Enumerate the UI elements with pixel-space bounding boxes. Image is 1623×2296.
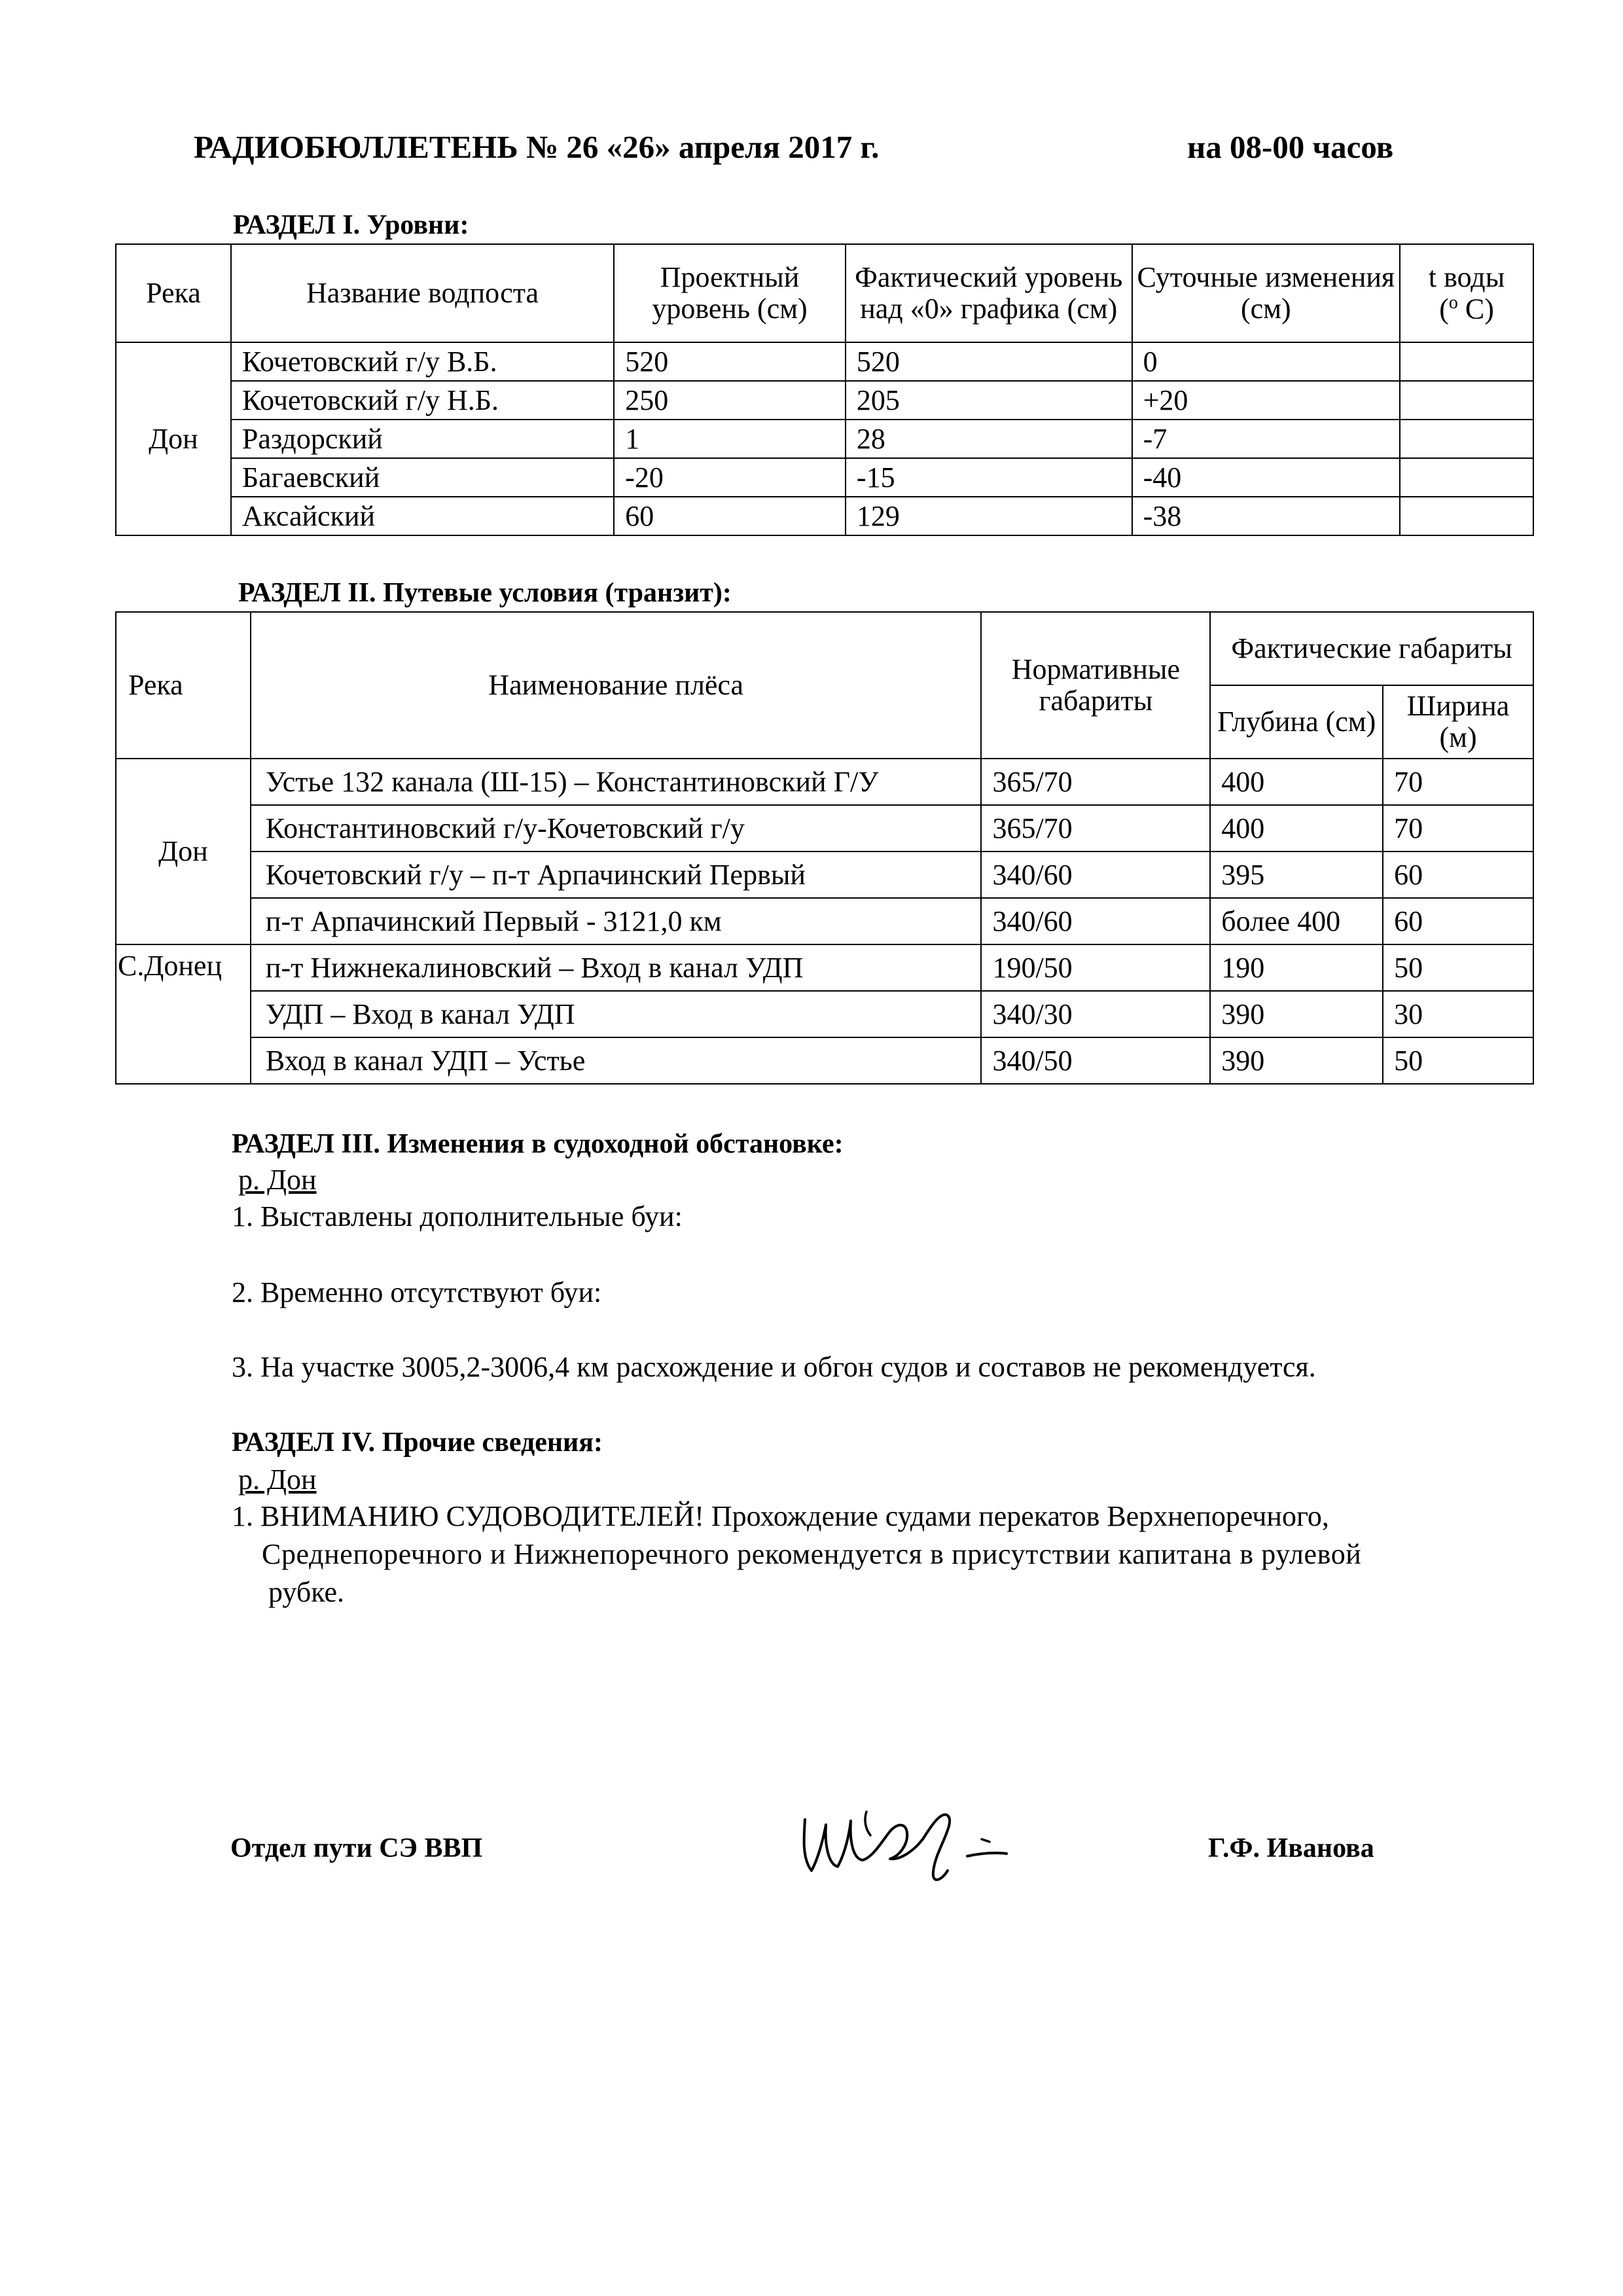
reach-cell: Вход в канал УДП – Устье	[251, 1037, 982, 1084]
width-cell: 50	[1383, 944, 1533, 991]
col-design-level: Проектный уровень (см)	[614, 244, 846, 342]
section4-item-line-1: 1. ВНИМАНИЮ СУДОВОДИТЕЛЕЙ! Прохождение судами перекатов Верхнепоречного,	[232, 1500, 1329, 1532]
river-cell: Дон	[116, 759, 251, 944]
table-row	[116, 805, 1533, 852]
col-actual-group: Фактические габариты	[1210, 612, 1533, 685]
section3-item-2: 2. Временно отсутствуют буи:	[232, 1276, 602, 1308]
table-row	[116, 381, 1533, 420]
col-normative: Нормативные габариты	[981, 612, 1210, 759]
temp-cell	[1400, 458, 1533, 497]
normative-cell: 340/60	[981, 898, 1210, 944]
col-daily-change: Суточные изменения (см)	[1132, 244, 1400, 342]
normative-cell: 340/30	[981, 991, 1210, 1037]
depth-cell: 390	[1210, 991, 1383, 1037]
section3-title: РАЗДЕЛ III. Изменения в судоходной обстановке:	[232, 1129, 844, 1159]
post-cell: Кочетовский г/у В.Б.	[231, 342, 614, 381]
section4-river: р. Дон	[238, 1463, 317, 1496]
design-cell: 60	[614, 497, 846, 535]
section3-item-1: 1. Выставлены дополнительные буи:	[232, 1200, 683, 1232]
change-cell: -7	[1132, 420, 1400, 458]
levels-table	[115, 243, 1534, 536]
col-river: Река	[116, 612, 251, 759]
normative-cell: 340/60	[981, 852, 1210, 898]
table-row	[116, 759, 1533, 805]
depth-cell: 395	[1210, 852, 1383, 898]
post-cell: Раздорский	[231, 420, 614, 458]
col-actual-level: Фактический уровень над «0» графика (см)	[846, 244, 1132, 342]
section2-title: РАЗДЕЛ II. Путевые условия (транзит):	[238, 578, 732, 608]
signature-image	[785, 1793, 1034, 1892]
table-row	[116, 1037, 1533, 1084]
signer-name: Г.Ф. Иванова	[1208, 1833, 1374, 1863]
post-cell: Багаевский	[231, 458, 614, 497]
design-cell: -20	[614, 458, 846, 497]
depth-cell: 190	[1210, 944, 1383, 991]
normative-cell: 340/50	[981, 1037, 1210, 1084]
actual-cell: 205	[846, 381, 1132, 420]
temp-cell	[1400, 342, 1533, 381]
table-row	[116, 944, 1533, 991]
river-cell: С.Донец	[116, 944, 251, 1084]
reach-cell: п-т Нижнекалиновский – Вход в канал УДП	[251, 944, 982, 991]
table-row	[116, 420, 1533, 458]
temp-cell	[1400, 420, 1533, 458]
temp-cell	[1400, 497, 1533, 535]
post-cell: Кочетовский г/у Н.Б.	[231, 381, 614, 420]
width-cell: 60	[1383, 852, 1533, 898]
normative-cell: 190/50	[981, 944, 1210, 991]
width-cell: 70	[1383, 805, 1533, 852]
col-river: Река	[116, 244, 231, 342]
change-cell: -40	[1132, 458, 1400, 497]
change-cell: 0	[1132, 342, 1400, 381]
bulletin-number-date: РАДИОБЮЛЛЕТЕНЬ № 26 «26» апреля 2017 г.	[194, 129, 880, 165]
depth-cell: 400	[1210, 805, 1383, 852]
table-row	[116, 898, 1533, 944]
section4-title: РАЗДЕЛ IV. Прочие сведения:	[232, 1427, 603, 1458]
section4-item-line-2: Среднепоречного и Нижнепоречного рекомендуется в присутствии капитана в рулевой	[262, 1538, 1362, 1570]
col-post-name: Название водпоста	[231, 244, 614, 342]
reach-cell: УДП – Вход в канал УДП	[251, 991, 982, 1037]
actual-cell: -15	[846, 458, 1132, 497]
bulletin-title	[194, 128, 1470, 174]
department-label: Отдел пути СЭ ВВП	[230, 1833, 483, 1863]
change-cell: +20	[1132, 381, 1400, 420]
table-row	[116, 852, 1533, 898]
reach-cell: Устье 132 канала (Ш-15) – Константиновский Г/У	[251, 759, 982, 805]
width-cell: 70	[1383, 759, 1533, 805]
post-cell: Аксайский	[231, 497, 614, 535]
actual-cell: 129	[846, 497, 1132, 535]
col-depth: Глубина (см)	[1210, 685, 1383, 759]
river-cell: Дон	[116, 342, 231, 535]
table-row	[116, 342, 1533, 381]
actual-cell: 28	[846, 420, 1132, 458]
table-row	[116, 991, 1533, 1037]
reach-cell: п-т Арпачинский Первый - 3121,0 км	[251, 898, 982, 944]
width-cell: 30	[1383, 991, 1533, 1037]
depth-cell: 400	[1210, 759, 1383, 805]
section1-title: РАЗДЕЛ I. Уровни:	[233, 210, 469, 240]
col-width: Ширина (м)	[1383, 685, 1533, 759]
reach-cell: Кочетовский г/у – п-т Арпачинский Первый	[251, 852, 982, 898]
section3-item-3: 3. На участке 3005,2-3006,4 км расхождение и обгон судов и составов не рекомендуется.	[232, 1351, 1316, 1383]
depth-cell: более 400	[1210, 898, 1383, 944]
section4-item-line-3: рубке.	[268, 1576, 345, 1608]
section3-river: р. Дон	[238, 1164, 317, 1196]
normative-cell: 365/70	[981, 805, 1210, 852]
design-cell: 1	[614, 420, 846, 458]
width-cell: 50	[1383, 1037, 1533, 1084]
reach-cell: Константиновский г/у-Кочетовский г/у	[251, 805, 982, 852]
table-row	[116, 458, 1533, 497]
depth-cell: 390	[1210, 1037, 1383, 1084]
normative-cell: 365/70	[981, 759, 1210, 805]
transit-header-row	[116, 612, 1533, 685]
col-reach: Наименование плёса	[251, 612, 982, 759]
design-cell: 520	[614, 342, 846, 381]
table-row	[116, 497, 1533, 535]
bulletin-time: на 08-00 часов	[1187, 129, 1394, 165]
design-cell: 250	[614, 381, 846, 420]
actual-cell: 520	[846, 342, 1132, 381]
transit-table	[115, 611, 1534, 1085]
width-cell: 60	[1383, 898, 1533, 944]
change-cell: -38	[1132, 497, 1400, 535]
temp-cell	[1400, 381, 1533, 420]
col-water-temp: t воды ($^o$ C)	[1400, 244, 1533, 342]
levels-header-row	[116, 244, 1533, 342]
